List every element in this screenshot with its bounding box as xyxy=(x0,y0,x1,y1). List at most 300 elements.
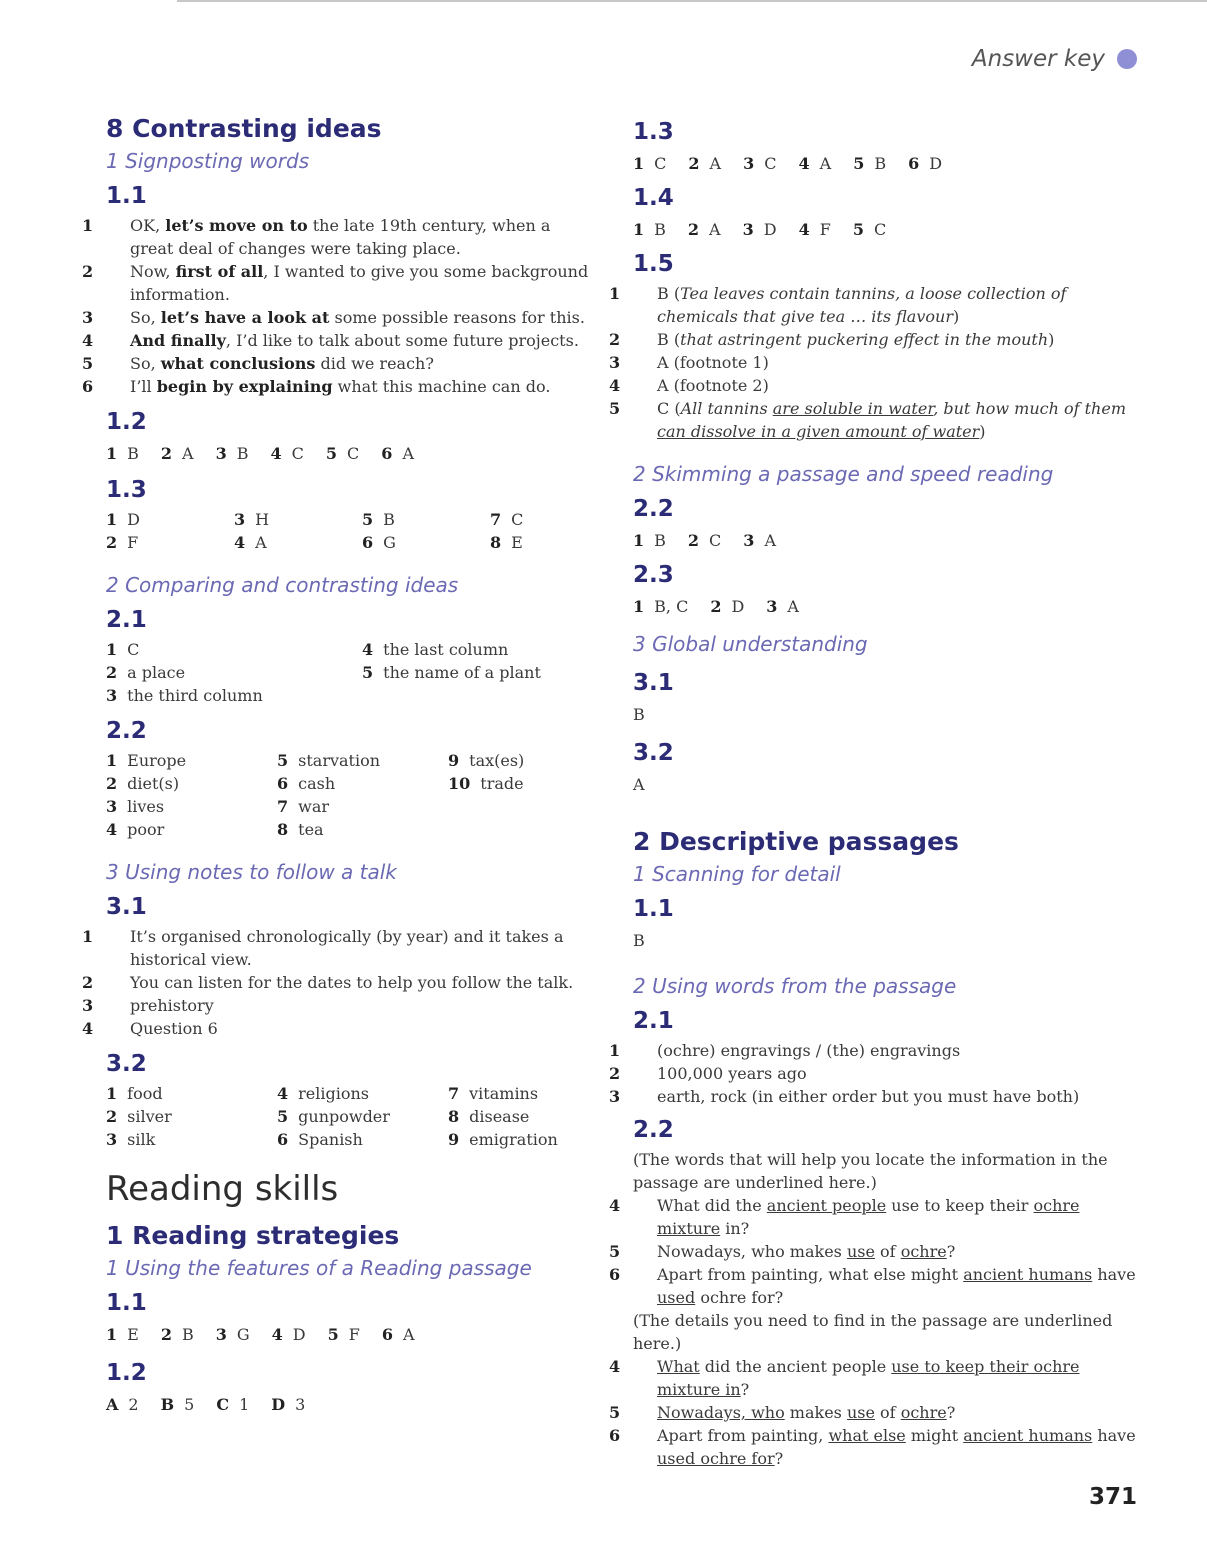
item-text: So, xyxy=(130,354,161,373)
question-item: 4 What did the ancient people use to keep their ochre mixture in? xyxy=(609,1357,1080,1399)
item-number: 4 xyxy=(798,154,810,173)
item-text: OK, xyxy=(130,216,166,235)
item-answer: war xyxy=(298,797,330,816)
answer-row xyxy=(106,440,596,468)
answer-item: 1 B (Tea leaves contain tannins, a loose collection of chemicals that give tea … its flavour) xyxy=(609,284,1067,326)
item-number: 1 xyxy=(106,1325,118,1344)
item-answer: F xyxy=(348,1325,360,1344)
signpost-phrase: let’s have a look at xyxy=(160,308,330,327)
answer-pair xyxy=(216,444,249,463)
answer-pair xyxy=(271,1395,305,1414)
item-text: earth, rock (in either order but you must have both) xyxy=(657,1087,1080,1106)
answer-cell xyxy=(106,749,277,772)
answer-value: A xyxy=(633,775,645,794)
item-number: 6 xyxy=(362,533,374,552)
item-answer: starvation xyxy=(298,751,381,770)
item-number: 8 xyxy=(490,533,502,552)
answer-cell xyxy=(448,1082,588,1105)
item-number: 2 xyxy=(106,533,118,552)
answer-pair xyxy=(633,597,688,616)
item-number: 10 xyxy=(448,774,471,793)
item-answer: diet(s) xyxy=(127,774,180,793)
item-number: 9 xyxy=(448,1130,460,1149)
item-answer: D xyxy=(763,220,777,239)
unit-title: 8 Contrasting ideas xyxy=(106,114,382,143)
answer-item xyxy=(82,375,596,398)
answer-grid xyxy=(106,749,596,841)
answer-pair xyxy=(688,154,721,173)
answer-pair xyxy=(633,531,666,550)
answer-value: B xyxy=(633,931,645,950)
answer-cell xyxy=(106,508,234,531)
item-number: 4 xyxy=(798,220,810,239)
item-answer: A xyxy=(787,597,799,616)
signpost-phrase: what conclusions xyxy=(160,354,316,373)
answer-cell xyxy=(448,795,588,818)
answer-grid xyxy=(106,508,596,554)
answer-item xyxy=(82,971,596,994)
item-answer: 3 xyxy=(295,1395,306,1414)
item-number: 4 xyxy=(277,1084,289,1103)
answer-item xyxy=(609,1039,1138,1062)
item-text: what this machine can do. xyxy=(332,377,551,396)
signpost-phrase: And finally xyxy=(130,331,226,350)
answer-cell xyxy=(106,1082,277,1105)
answer-list xyxy=(609,1039,1138,1108)
answer-cell xyxy=(362,508,490,531)
item-number: 5 xyxy=(325,444,338,463)
exercise-label: 2.1 xyxy=(106,607,147,633)
exercise-label: 1.2 xyxy=(106,409,147,435)
answer-item xyxy=(82,994,596,1017)
item-text: prehistory xyxy=(130,996,214,1015)
item-number: 3 xyxy=(106,686,118,705)
item-answer: C xyxy=(347,444,360,463)
item-number: 2 xyxy=(82,262,94,281)
answer-value: B xyxy=(633,705,645,724)
answer-pair xyxy=(216,1325,250,1344)
exercise-label: 1.3 xyxy=(633,119,674,145)
item-answer: D xyxy=(929,154,943,173)
answer-item xyxy=(82,306,596,329)
item-answer: lives xyxy=(127,797,165,816)
item-number: 3 xyxy=(82,308,94,327)
answer-pair xyxy=(161,1395,195,1414)
answer-pair xyxy=(633,220,666,239)
item-number: 1 xyxy=(633,220,645,239)
answer-pair xyxy=(743,531,776,550)
exercise-label: 1.1 xyxy=(633,896,674,922)
answer-cell xyxy=(106,1105,277,1128)
item-number: 3 xyxy=(215,444,227,463)
item-number: 2 xyxy=(687,220,700,239)
question-item: 6 Apart from painting, what else might ancient humans have used ochre for? xyxy=(609,1426,1136,1468)
item-number: 8 xyxy=(277,820,289,839)
item-number: 1 xyxy=(82,927,94,946)
item-text: You can listen for the dates to help you follow the talk. xyxy=(130,973,574,992)
item-answer: tax(es) xyxy=(469,751,525,770)
item-answer: 5 xyxy=(184,1395,195,1414)
item-answer: 2 xyxy=(128,1395,139,1414)
answer-pair xyxy=(106,1325,139,1344)
item-number: 8 xyxy=(448,1107,460,1126)
signpost-phrase: first of all xyxy=(175,262,264,281)
answer-cell xyxy=(277,749,448,772)
item-answer: C xyxy=(709,531,722,550)
answer-item xyxy=(82,352,596,375)
item-number: 3 xyxy=(743,154,755,173)
item-answer: silk xyxy=(127,1130,156,1149)
item-answer: B, C xyxy=(654,597,689,616)
exercise-label: 2.1 xyxy=(633,1008,674,1034)
answer-pair xyxy=(106,444,139,463)
item-number: A xyxy=(106,1395,119,1414)
item-number: 6 xyxy=(381,444,393,463)
answer-row xyxy=(106,1321,596,1349)
item-answer: A xyxy=(709,154,722,173)
answer-item xyxy=(82,329,596,352)
section-title: 3 Global understanding xyxy=(633,632,868,656)
item-number: 7 xyxy=(277,797,289,816)
item-answer: trade xyxy=(480,774,524,793)
unit-title: 1 Reading strategies xyxy=(106,1221,400,1250)
answer-row xyxy=(106,1391,596,1419)
item-number: 2 xyxy=(106,663,118,682)
note-text: (The details you need to find in the passage are underlined here.) xyxy=(633,1311,1113,1353)
item-number: 6 xyxy=(82,377,94,396)
answer-pair xyxy=(688,531,721,550)
item-answer: 1 xyxy=(239,1395,250,1414)
item-answer: A xyxy=(819,154,832,173)
signpost-phrase: begin by explaining xyxy=(156,377,333,396)
item-text: 100,000 years ago xyxy=(657,1064,807,1083)
item-number: 3 xyxy=(234,510,246,529)
item-text: Question 6 xyxy=(130,1019,218,1038)
item-answer: a place xyxy=(127,663,186,682)
top-rule xyxy=(177,0,1207,2)
answer-pair xyxy=(743,220,777,239)
item-number: 1 xyxy=(106,751,118,770)
answer-cell xyxy=(490,508,570,531)
answer-cell xyxy=(362,531,490,554)
answer-cell xyxy=(106,531,234,554)
item-number: 2 xyxy=(160,1325,172,1344)
item-answer: the last column xyxy=(383,640,509,659)
item-answer: B xyxy=(654,220,666,239)
item-number: 2 xyxy=(688,154,700,173)
item-number: 1 xyxy=(633,531,645,550)
item-number: C xyxy=(216,1395,230,1414)
item-answer: F xyxy=(127,533,139,552)
exercise-label: 1.1 xyxy=(106,183,147,209)
answer-pair xyxy=(853,154,886,173)
answer-row xyxy=(633,593,1138,621)
item-answer: C xyxy=(511,510,524,529)
question-item: 5 Nowadays, who makes use of ochre? xyxy=(609,1242,956,1261)
item-text: Now, xyxy=(130,262,176,281)
item-number: 3 xyxy=(106,797,118,816)
item-number: 9 xyxy=(448,751,460,770)
answer-list xyxy=(82,214,596,398)
answer-pair xyxy=(798,154,831,173)
item-number: 3 xyxy=(766,597,778,616)
answer-pair xyxy=(381,444,414,463)
item-answer: disease xyxy=(469,1107,530,1126)
item-answer: the third column xyxy=(127,686,263,705)
exercise-label: 1.3 xyxy=(106,477,147,503)
bullet-dot-icon xyxy=(1117,49,1137,69)
exercise-label: 2.3 xyxy=(633,562,674,588)
item-text: (ochre) engravings / (the) engravings xyxy=(657,1041,961,1060)
answer-cell xyxy=(448,772,588,795)
item-answer: vitamins xyxy=(469,1084,539,1103)
item-text: So, xyxy=(130,308,161,327)
answer-cell xyxy=(106,818,277,841)
answer-cell xyxy=(277,772,448,795)
item-answer: cash xyxy=(298,774,336,793)
item-number: B xyxy=(160,1395,175,1414)
answer-item xyxy=(609,1062,1138,1085)
item-number: 4 xyxy=(234,533,246,552)
item-text: the late 19th century, when a great deal of changes were taking place. xyxy=(130,216,551,258)
answer-cell xyxy=(277,1128,448,1151)
exercise-label: 1.4 xyxy=(633,185,674,211)
note-text: (The words that will help you locate the information in the passage are underlined here.) xyxy=(633,1150,1108,1192)
item-answer: B xyxy=(383,510,395,529)
item-number: 3 xyxy=(106,1130,118,1149)
item-number: 3 xyxy=(743,531,755,550)
item-number: 4 xyxy=(82,1019,94,1038)
item-answer: A xyxy=(764,531,776,550)
exercise-label: 3.2 xyxy=(633,740,674,766)
item-answer: C xyxy=(291,444,304,463)
answer-cell xyxy=(362,638,592,661)
answer-item xyxy=(82,214,596,260)
answer-pair xyxy=(633,154,666,173)
item-answer: E xyxy=(127,1325,139,1344)
answer-pair xyxy=(688,220,721,239)
item-number: 3 xyxy=(609,1087,621,1106)
answer-list xyxy=(82,925,596,1040)
answer-cell xyxy=(277,1082,448,1105)
section-title: 2 Using words from the passage xyxy=(633,974,957,998)
answer-pair xyxy=(328,1325,360,1344)
item-answer: B xyxy=(127,444,139,463)
item-text: , I wanted to give you some background information. xyxy=(130,262,589,304)
right-column xyxy=(609,112,1138,1470)
answer-cell xyxy=(448,818,588,841)
unit-title: 2 Descriptive passages xyxy=(633,827,959,856)
item-number: 2 xyxy=(82,973,94,992)
answer-pair xyxy=(161,444,194,463)
answer-cell xyxy=(277,818,448,841)
answer-cell xyxy=(277,795,448,818)
answer-row xyxy=(633,527,1138,555)
item-number: 6 xyxy=(277,774,289,793)
item-number: 5 xyxy=(362,663,374,682)
question-item: 5 Nowadays, who makes use of ochre? xyxy=(609,1403,956,1422)
exercise-label: 3.1 xyxy=(633,670,674,696)
section-title: 2 Comparing and contrasting ideas xyxy=(106,573,459,597)
item-number: 5 xyxy=(853,154,865,173)
answer-cell xyxy=(448,1128,588,1151)
answer-pair xyxy=(326,444,359,463)
item-answer: C xyxy=(873,220,887,239)
item-number: 2 xyxy=(687,531,700,550)
item-answer: emigration xyxy=(469,1130,558,1149)
page-number: 371 xyxy=(1088,1484,1137,1510)
item-number: 7 xyxy=(448,1084,460,1103)
answer-pair xyxy=(853,220,886,239)
item-answer: C xyxy=(654,154,667,173)
item-answer: gunpowder xyxy=(298,1107,390,1126)
answer-pair xyxy=(743,154,776,173)
signpost-phrase: let’s move on to xyxy=(165,216,308,235)
item-number: 2 xyxy=(710,597,722,616)
item-answer: B xyxy=(236,444,249,463)
item-number: 1 xyxy=(106,444,118,463)
reading-skills-title: Reading skills xyxy=(106,1169,339,1209)
item-answer: D xyxy=(127,510,140,529)
section-title: 2 Skimming a passage and speed reading xyxy=(633,462,1054,486)
exercise-label: 2.2 xyxy=(633,496,674,522)
item-text: , I’d like to talk about some future projects. xyxy=(225,331,579,350)
item-number: 3 xyxy=(82,996,94,1015)
answer-item: 5 C (All tannins are soluble in water, but how much of them can dissolve in a given amount of water) xyxy=(609,399,1126,441)
answer-grid xyxy=(106,638,596,707)
item-answer: C xyxy=(127,640,140,659)
item-number: 6 xyxy=(908,154,920,173)
answer-item xyxy=(82,925,596,971)
exercise-label: 3.2 xyxy=(106,1051,147,1077)
answer-row xyxy=(633,216,1138,244)
item-number: 1 xyxy=(609,1041,621,1060)
item-number: 1 xyxy=(106,640,118,659)
item-answer: B xyxy=(874,154,887,173)
item-answer: G xyxy=(383,533,396,552)
item-number: 4 xyxy=(271,1325,283,1344)
item-answer: C xyxy=(764,154,777,173)
answer-cell xyxy=(106,684,362,707)
answer-item: 2 B (that astringent puckering effect in the mouth) xyxy=(609,330,1055,349)
answer-pair xyxy=(106,1395,139,1414)
exercise-label: 1.2 xyxy=(106,1360,147,1386)
item-text: some possible reasons for this. xyxy=(329,308,585,327)
answer-cell xyxy=(448,749,588,772)
answer-pair xyxy=(766,597,799,616)
item-number: 5 xyxy=(277,751,289,770)
item-answer: E xyxy=(511,533,523,552)
answer-cell xyxy=(106,795,277,818)
exercise-label: 2.2 xyxy=(633,1117,674,1143)
item-answer: Europe xyxy=(127,751,187,770)
item-number: 6 xyxy=(277,1130,289,1149)
item-number: D xyxy=(271,1395,286,1414)
answer-cell xyxy=(106,638,362,661)
item-number: 6 xyxy=(381,1325,394,1344)
item-text: It’s organised chronologically (by year) and it takes a historical view. xyxy=(130,927,564,969)
answer-pair xyxy=(908,154,942,173)
answer-cell xyxy=(234,508,362,531)
item-answer: A xyxy=(255,533,267,552)
answer-grid xyxy=(106,1082,596,1151)
answer-pair xyxy=(216,1395,249,1414)
item-answer: food xyxy=(127,1084,163,1103)
item-number: 1 xyxy=(633,154,645,173)
item-number: 1 xyxy=(633,597,645,616)
item-answer: A xyxy=(182,444,194,463)
item-answer: B xyxy=(181,1325,194,1344)
item-answer: religions xyxy=(298,1084,369,1103)
item-answer: A xyxy=(403,1325,415,1344)
item-number: 1 xyxy=(106,1084,118,1103)
answer-item: 4 A (footnote 2) xyxy=(609,376,769,395)
item-answer: D xyxy=(292,1325,306,1344)
item-number: 4 xyxy=(106,820,118,839)
item-number: 3 xyxy=(742,220,754,239)
page-header xyxy=(972,46,1137,72)
item-number: 2 xyxy=(106,774,118,793)
section-title: 1 Scanning for detail xyxy=(633,862,841,886)
answer-item: 3 A (footnote 1) xyxy=(609,353,769,372)
exercise-label: 1.5 xyxy=(633,251,674,277)
item-answer: D xyxy=(731,597,745,616)
answer-item xyxy=(82,260,596,306)
answer-pair xyxy=(710,597,744,616)
answer-pair xyxy=(799,220,831,239)
item-number: 7 xyxy=(490,510,502,529)
item-number: 3 xyxy=(215,1325,227,1344)
exercise-label: 1.1 xyxy=(106,1290,147,1316)
item-answer: A xyxy=(709,220,721,239)
item-number: 4 xyxy=(82,331,94,350)
item-number: 2 xyxy=(106,1107,118,1126)
item-number: 1 xyxy=(82,216,94,235)
item-text: I’ll xyxy=(130,377,157,396)
item-answer: poor xyxy=(127,820,165,839)
item-answer: A xyxy=(402,444,414,463)
item-answer: silver xyxy=(127,1107,172,1126)
answer-item xyxy=(609,1085,1138,1108)
answer-row xyxy=(633,150,1138,178)
item-number: 5 xyxy=(277,1107,289,1126)
answer-pair xyxy=(382,1325,415,1344)
item-answer: B xyxy=(654,531,666,550)
item-answer: G xyxy=(236,1325,250,1344)
item-answer: the name of a plant xyxy=(383,663,541,682)
answer-item xyxy=(82,1017,596,1040)
item-text: did we reach? xyxy=(315,354,434,373)
item-number: 2 xyxy=(160,444,173,463)
section-title: 3 Using notes to follow a talk xyxy=(106,860,397,884)
item-number: 5 xyxy=(362,510,374,529)
answer-pair xyxy=(271,444,304,463)
section-title: 1 Using the features of a Reading passage xyxy=(106,1256,532,1280)
answer-cell xyxy=(106,661,362,684)
answer-cell xyxy=(234,531,362,554)
item-number: 4 xyxy=(270,444,282,463)
left-column xyxy=(82,112,596,1419)
answer-cell xyxy=(448,1105,588,1128)
question-item: 4 What did the ancient people use to keep their ochre mixture in? xyxy=(609,1196,1080,1238)
item-answer: F xyxy=(819,220,831,239)
answer-cell xyxy=(277,1105,448,1128)
exercise-label: 3.1 xyxy=(106,894,147,920)
item-answer: Spanish xyxy=(298,1130,363,1149)
item-number: 5 xyxy=(852,220,864,239)
item-number: 4 xyxy=(362,640,374,659)
answer-cell xyxy=(490,531,570,554)
